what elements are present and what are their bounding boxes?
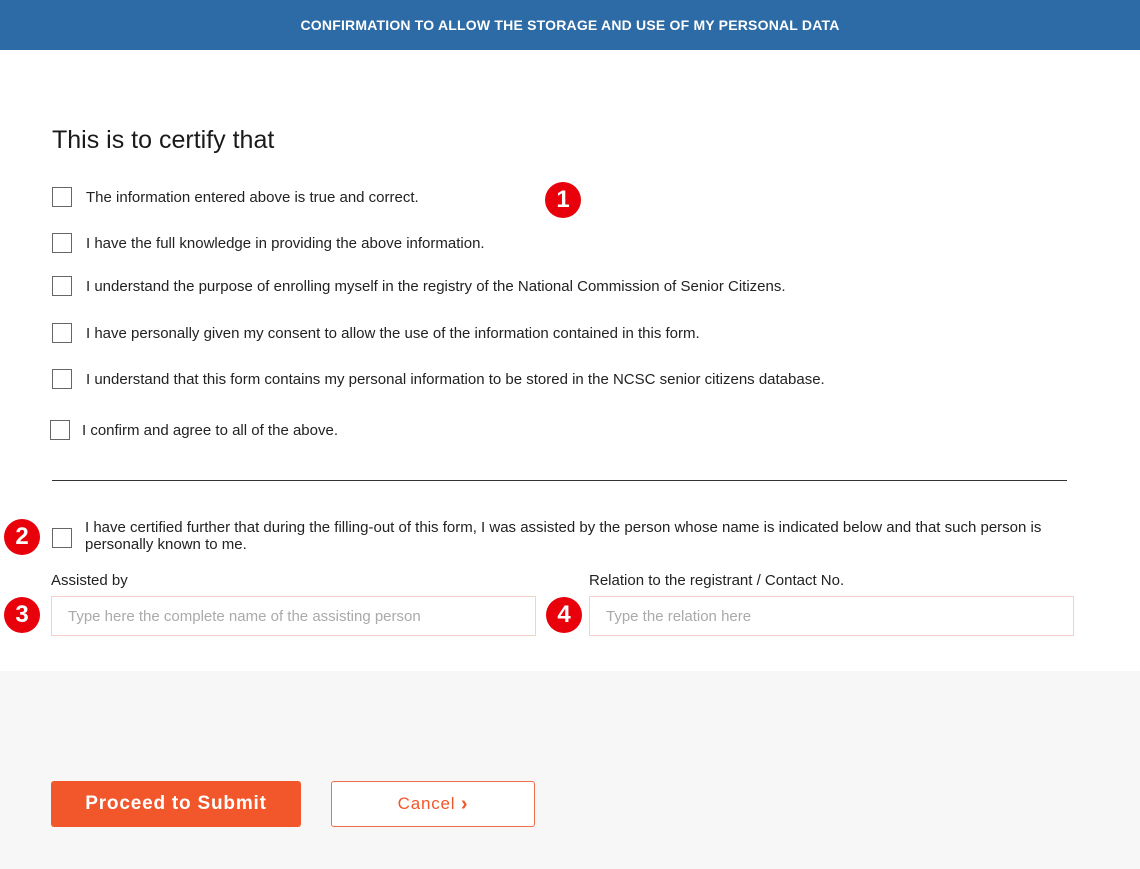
checkbox[interactable] <box>52 323 72 343</box>
checkbox[interactable] <box>52 233 72 253</box>
annotation-badge-1: 1 <box>545 182 581 218</box>
page-header: CONFIRMATION TO ALLOW THE STORAGE AND USE OF MY PERSONAL DATA <box>0 0 1140 50</box>
checkbox-label: I have the full knowledge in providing the above information. <box>86 234 485 252</box>
checkbox-label: The information entered above is true and correct. <box>86 188 419 206</box>
footer-area <box>0 671 1140 869</box>
assisted-by-input[interactable] <box>51 596 536 636</box>
checkbox[interactable] <box>50 420 70 440</box>
checkbox[interactable] <box>52 528 72 548</box>
checkbox-label: I understand the purpose of enrolling myself in the registry of the National Commission of Senior Citizens. <box>86 277 786 295</box>
checkbox-label: I confirm and agree to all of the above. <box>82 421 338 439</box>
checkbox[interactable] <box>52 276 72 296</box>
checkbox[interactable] <box>52 187 72 207</box>
checkbox-row-full-knowledge[interactable] <box>52 233 485 253</box>
cancel-button[interactable] <box>331 781 535 827</box>
checkbox-label: I have personally given my consent to allow the use of the information contained in this form. <box>86 324 700 342</box>
divider <box>52 480 1067 481</box>
cancel-label: Cancel <box>397 794 456 813</box>
assisted-by-label: Assisted by <box>51 572 128 589</box>
relation-input[interactable] <box>589 596 1074 636</box>
annotation-badge-2: 2 <box>4 519 40 555</box>
checkbox-label: I understand that this form contains my personal information to be stored in the NCSC senior citizens database. <box>86 370 825 388</box>
checkbox-label: I have certified further that during the filling-out of this form, I was assisted by the person whose name is indicated below and that such person is personally known to me. <box>85 519 1042 553</box>
annotation-badge-3: 3 <box>4 597 40 633</box>
annotation-badge-4: 4 <box>546 597 582 633</box>
checkbox-row-purpose[interactable] <box>52 276 786 296</box>
checkbox-row-personal-info[interactable] <box>52 369 825 389</box>
section-title: This is to certify that <box>52 126 275 154</box>
checkbox-row-consent[interactable] <box>52 323 700 343</box>
checkbox-row-true-correct[interactable] <box>52 187 419 207</box>
proceed-to-submit-button[interactable]: Proceed to Submit <box>51 781 301 827</box>
checkbox[interactable] <box>52 369 72 389</box>
chevron-right-icon: › <box>460 792 469 815</box>
checkbox-row-agree-all[interactable] <box>50 420 338 440</box>
checkbox-row-assisted[interactable] <box>52 519 1072 553</box>
relation-label: Relation to the registrant / Contact No. <box>589 572 845 589</box>
